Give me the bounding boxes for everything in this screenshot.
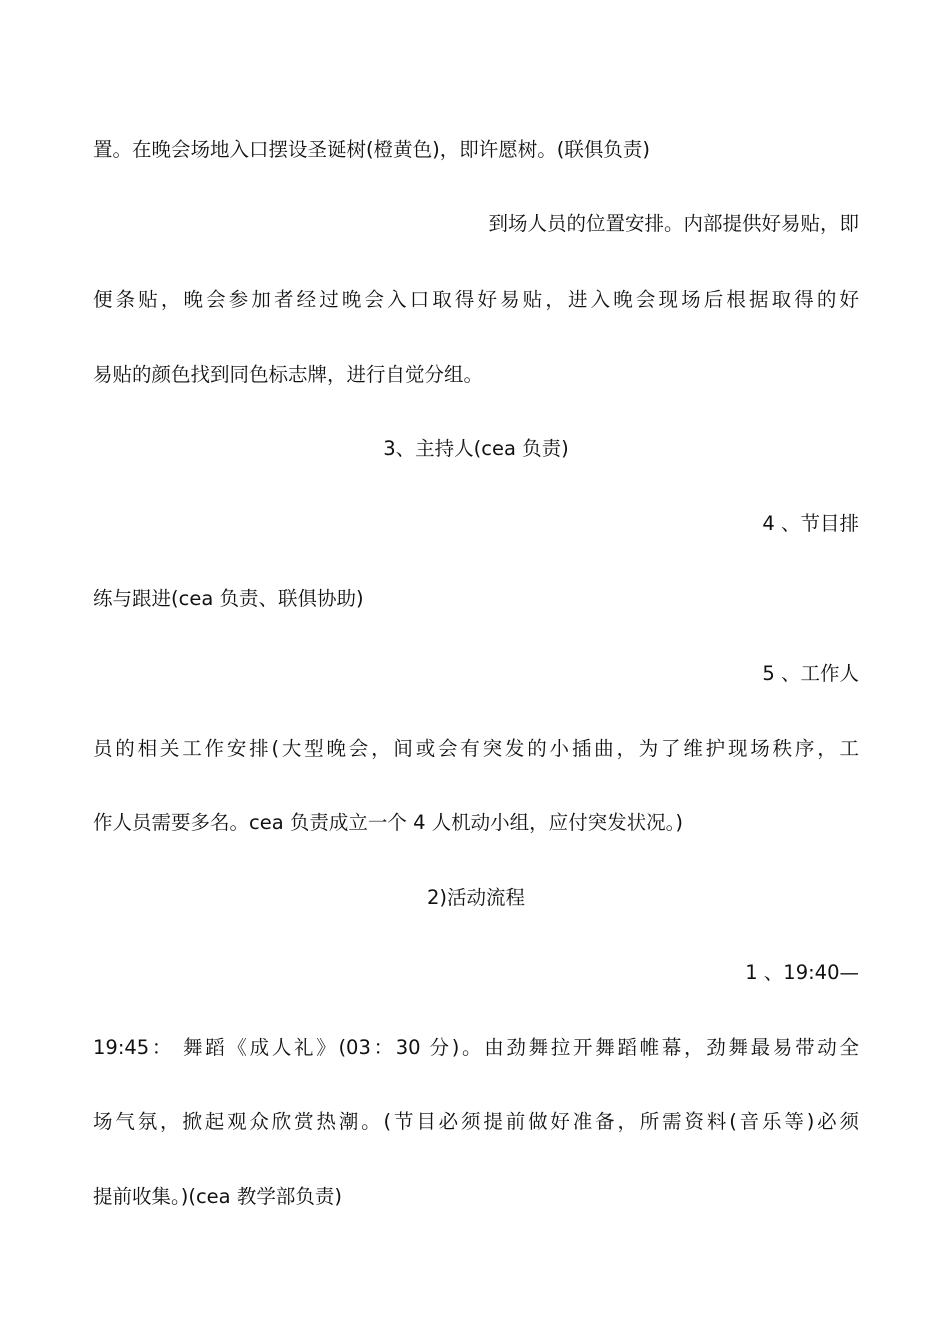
paragraph-line: 练与跟进(cea 负责、联俱协助) bbox=[93, 587, 364, 610]
paragraph-line: 提前收集。)(cea 教学部负责) bbox=[93, 1185, 342, 1208]
paragraph-line: 作人员需要多名。cea 负责成立一个 4 人机动小组，应付突发状况。) bbox=[93, 811, 684, 834]
list-item-number: 4 、节目排 bbox=[762, 512, 859, 535]
paragraph-line: 置。在晚会场地入口摆设圣诞树(橙黄色)，即许愿树。(联俱负责) bbox=[93, 138, 650, 161]
list-item-number: 5 、工作人 bbox=[762, 662, 859, 685]
paragraph-line: 19:45： 舞蹈《成人礼》(03：30 分)。由劲舞拉开舞蹈帷幕，劲舞最易带动全 bbox=[93, 1036, 859, 1059]
paragraph-line: 场气氛，掀起观众欣赏热潮。(节目必须提前做好准备，所需资料(音乐等)必须 bbox=[93, 1110, 859, 1133]
paragraph-line: 员的相关工作安排(大型晚会，间或会有突发的小插曲，为了维护现场秩序，工 bbox=[93, 737, 859, 760]
list-item-number: 1 、19:40— bbox=[745, 961, 859, 984]
paragraph-line: 到场人员的位置安排。内部提供好易贴，即 bbox=[488, 212, 859, 235]
paragraph-line: 易贴的颜色找到同色标志牌，进行自觉分组。 bbox=[93, 363, 484, 386]
paragraph-line: 便条贴，晚会参加者经过晚会入口取得好易贴，进入晚会现场后根据取得的好 bbox=[93, 288, 859, 311]
section-heading: 2)活动流程 bbox=[426, 886, 525, 909]
section-heading: 3、主持人(cea 负责) bbox=[383, 437, 569, 460]
